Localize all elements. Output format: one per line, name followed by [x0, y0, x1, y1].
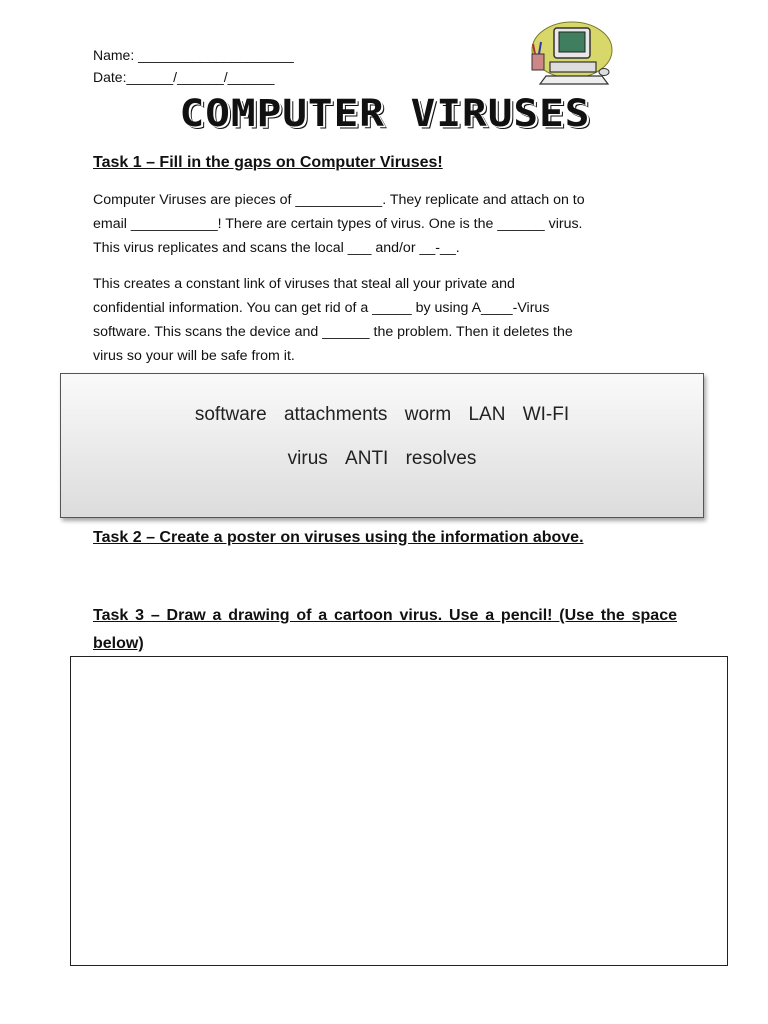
paragraph-line: Computer Viruses are pieces of ___________. They replicate and attach on to — [93, 192, 585, 208]
paragraph-line: virus so your will be safe from it. — [93, 348, 295, 364]
task1-paragraph-2 — [93, 272, 673, 368]
word-bank-word: attachments — [283, 404, 388, 425]
paragraph-line: email ___________! There are certain types of virus. One is the ______ virus. — [93, 216, 583, 232]
drawing-area[interactable] — [70, 656, 728, 966]
student-info — [93, 44, 294, 88]
paragraph-line: confidential information. You can get rid of a _____ by using A____-Virus — [93, 300, 550, 316]
word-bank-word: ANTI — [345, 448, 389, 469]
word-bank-word: LAN — [468, 404, 506, 425]
word-bank-row — [61, 404, 703, 426]
computer-clipart-icon — [524, 20, 614, 88]
task1-paragraph-1 — [93, 188, 673, 260]
date-line: Date:______/______/______ — [93, 69, 275, 85]
word-bank-box — [60, 373, 704, 518]
word-bank-word: worm — [404, 404, 452, 425]
word-bank-word: resolves — [405, 448, 477, 469]
word-bank-word: WI-FI — [522, 404, 570, 425]
task2-heading: Task 2 – Create a poster on viruses using the information above. — [93, 529, 584, 546]
paragraph-line: This creates a constant link of viruses that steal all your private and — [93, 276, 515, 292]
paragraph-line: software. This scans the device and ______ the problem. Then it deletes the — [93, 324, 573, 340]
word-bank-row — [61, 448, 703, 470]
word-bank-word: software — [194, 404, 267, 425]
word-bank-word: virus — [287, 448, 328, 469]
paragraph-line: This virus replicates and scans the local ___ and/or __-__. — [93, 240, 460, 256]
name-line: Name: ____________________ — [93, 47, 294, 63]
task1-heading: Task 1 – Fill in the gaps on Computer Viruses! — [93, 154, 443, 171]
task3-heading: Task 3 – Draw a drawing of a cartoon virus. Use a pencil! (Use the space below) — [93, 607, 677, 652]
page-title: COMPUTER VIRUSES — [179, 90, 591, 136]
